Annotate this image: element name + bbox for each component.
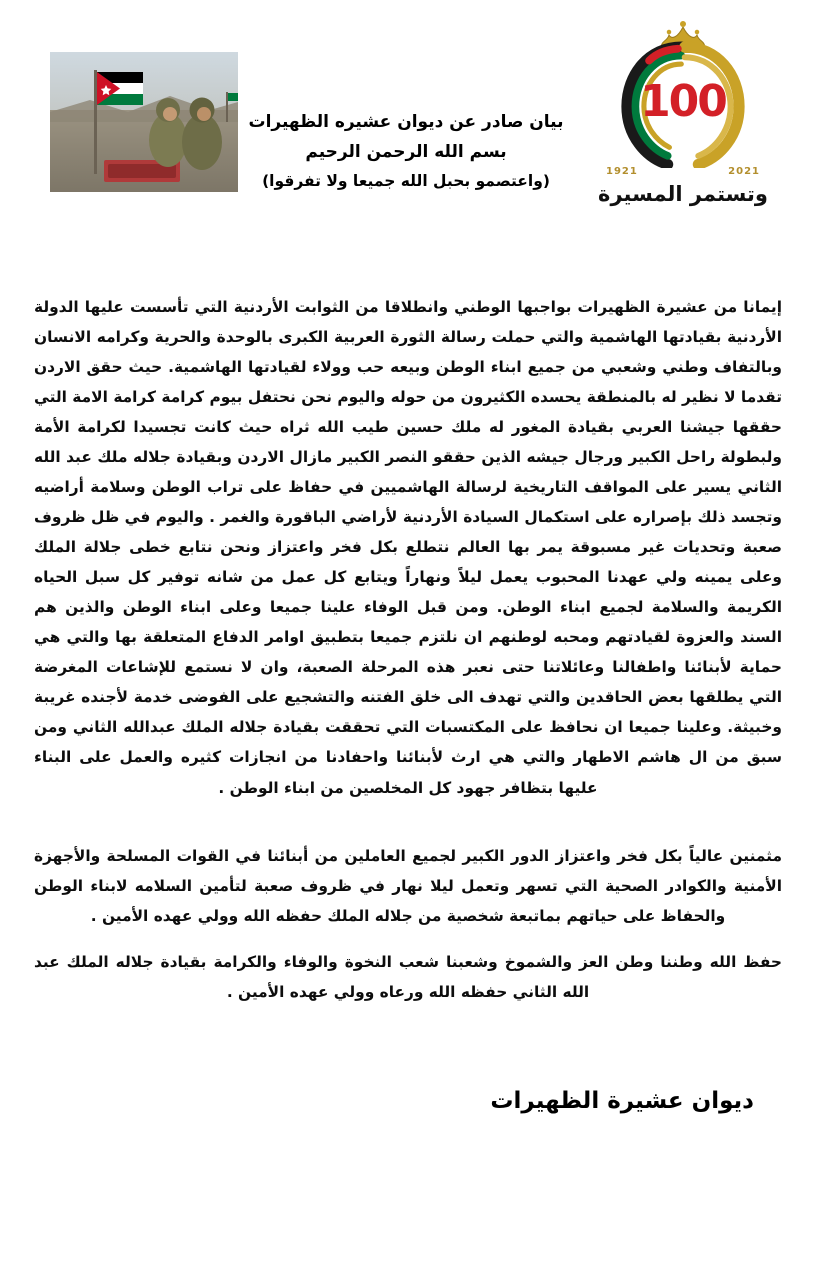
document-signature: ديوان عشيرة الظهيرات (490, 1088, 754, 1114)
logo-motto: وتستمر المسيرة (598, 182, 768, 206)
body-paragraph-2: مثمنين عالياً بكل فخر واعتزاز الدور الكبير لجميع العاملين من أبنائنا في القوات المسلحة والأجهزة الأمنية والكوادر الصحية التي تسهر وتعمل ليلا نهار في ظروف صعبة لتأمين السلامه لابناء الوطن والحفاظ على حياتهم بماتبعة شخصية من جلاله الملك حفظه الله وولي عهده الأمين . (34, 846, 782, 925)
title-line-basmala: بسم الله الرحمن الرحيم (305, 141, 507, 162)
logo-year-start: 1921 (606, 166, 638, 177)
soldiers-photo (50, 52, 238, 192)
jordan-centennial-logo (598, 18, 768, 213)
document-title-block (226, 108, 586, 195)
document-header (0, 0, 816, 250)
logo-year-end: 2021 (728, 166, 760, 177)
soldiers-kneeling-with-jordanian-flag-photo (50, 52, 238, 192)
document-body (34, 292, 782, 1033)
body-paragraph-3: حفظ الله وطننا وطن العز والشموخ وشعبنا شعب النخوة والوفاء والكرامة بقيادة جلاله الملك عبد الله الثاني حفظه الله ورعاه وولي عهده الأمين . (34, 952, 782, 1001)
title-line-verse: (واعتصمو بحبل الله جميعا ولا تفرقوا) (262, 171, 550, 190)
title-line-statement: بيان صادر عن ديوان عشيره الظهيرات (248, 112, 564, 132)
logo-centennial-number: 100 (640, 76, 726, 127)
body-paragraph-1: إيمانا من عشيرة الظهيرات بواجبها الوطني وانطلاقا من الثوابت الأردنية التي تأسست عليها الدولة الأردنية بقيادتها الهاشمية والتي حملت رسالة الثورة العربية الكبرى بالوحدة والحرية وكرامه الانسان وبالتفاف وطني وشعبي من جميع ابناء الوطن وبيعه حب وولاء لقيادتها الهاشمية. حيث حقق الاردن تقدما لا نظير له بالمنطقة يحسده الكثيرون من حوله واليوم نحن نحتفل بيوم كرامة كرامة الامة التي حققها جيشنا العربي بقيادة المغور له ملك حسين طيب الله ثراه حيث كانت تجسيدا لكرامة الأمة ولبطولة راحل الكبير ورجال جيشه الذين حققو النصر الكبير مازال الاردن وبقيادة جلاله ملك عبد الله الثاني يسير على المواقف التاريخية لرسالة الهاشميين في حفاظ على تراب الوطن وسلامة أراضيه وتجسد ذلك بإصراره على استكمال السيادة الأردنية لأراضي الباقورة والغمر . واليوم في ظل ظروف صعبة وتحديات غير مسبوقة يمر بها العالم نتطلع بكل فخر واعتزاز ونحن نتابع خطى جلالة الملك وعلى يمينه ولي عهدنا المحبوب يعمل ليلاً ونهاراً ويتابع كل عمل من شانه توفير كل سبل الحياه الكريمة والسلامة لجميع ابناء الوطن. ومن قبل الوفاء علينا جميعا وعلى ابناء الوطن والذين هم السند والعزوة لقيادتهم ومحبه لوطنهم ان نلتزم جميعا بتطبيق اوامر الدفاع المتعلقة بها والتي هي حماية لأبنائنا واطفالنا وعائلاتنا حتى نعبر هذه المرحلة الصعبة، وان لا نستمع للإشاعات المغرضة التي يطلقها بعض الحاقدين والتي تهدف الى خلق الفتنه والتشجيع على الفوضى خدمة لأجنده غريبة وخبيثة. وعلينا جميعا ان نحافظ على المكتسبات التي تحققت بقيادة جلاله الملك عبدالله الثاني ومن سبق من ال هاشم الاطهار والتي هي ارث لأبنائنا واحفادنا من انجازات كثيره والعمل على البناء عليها بتظافر جهود كل المخلصين من ابناء الوطن . (34, 298, 782, 797)
